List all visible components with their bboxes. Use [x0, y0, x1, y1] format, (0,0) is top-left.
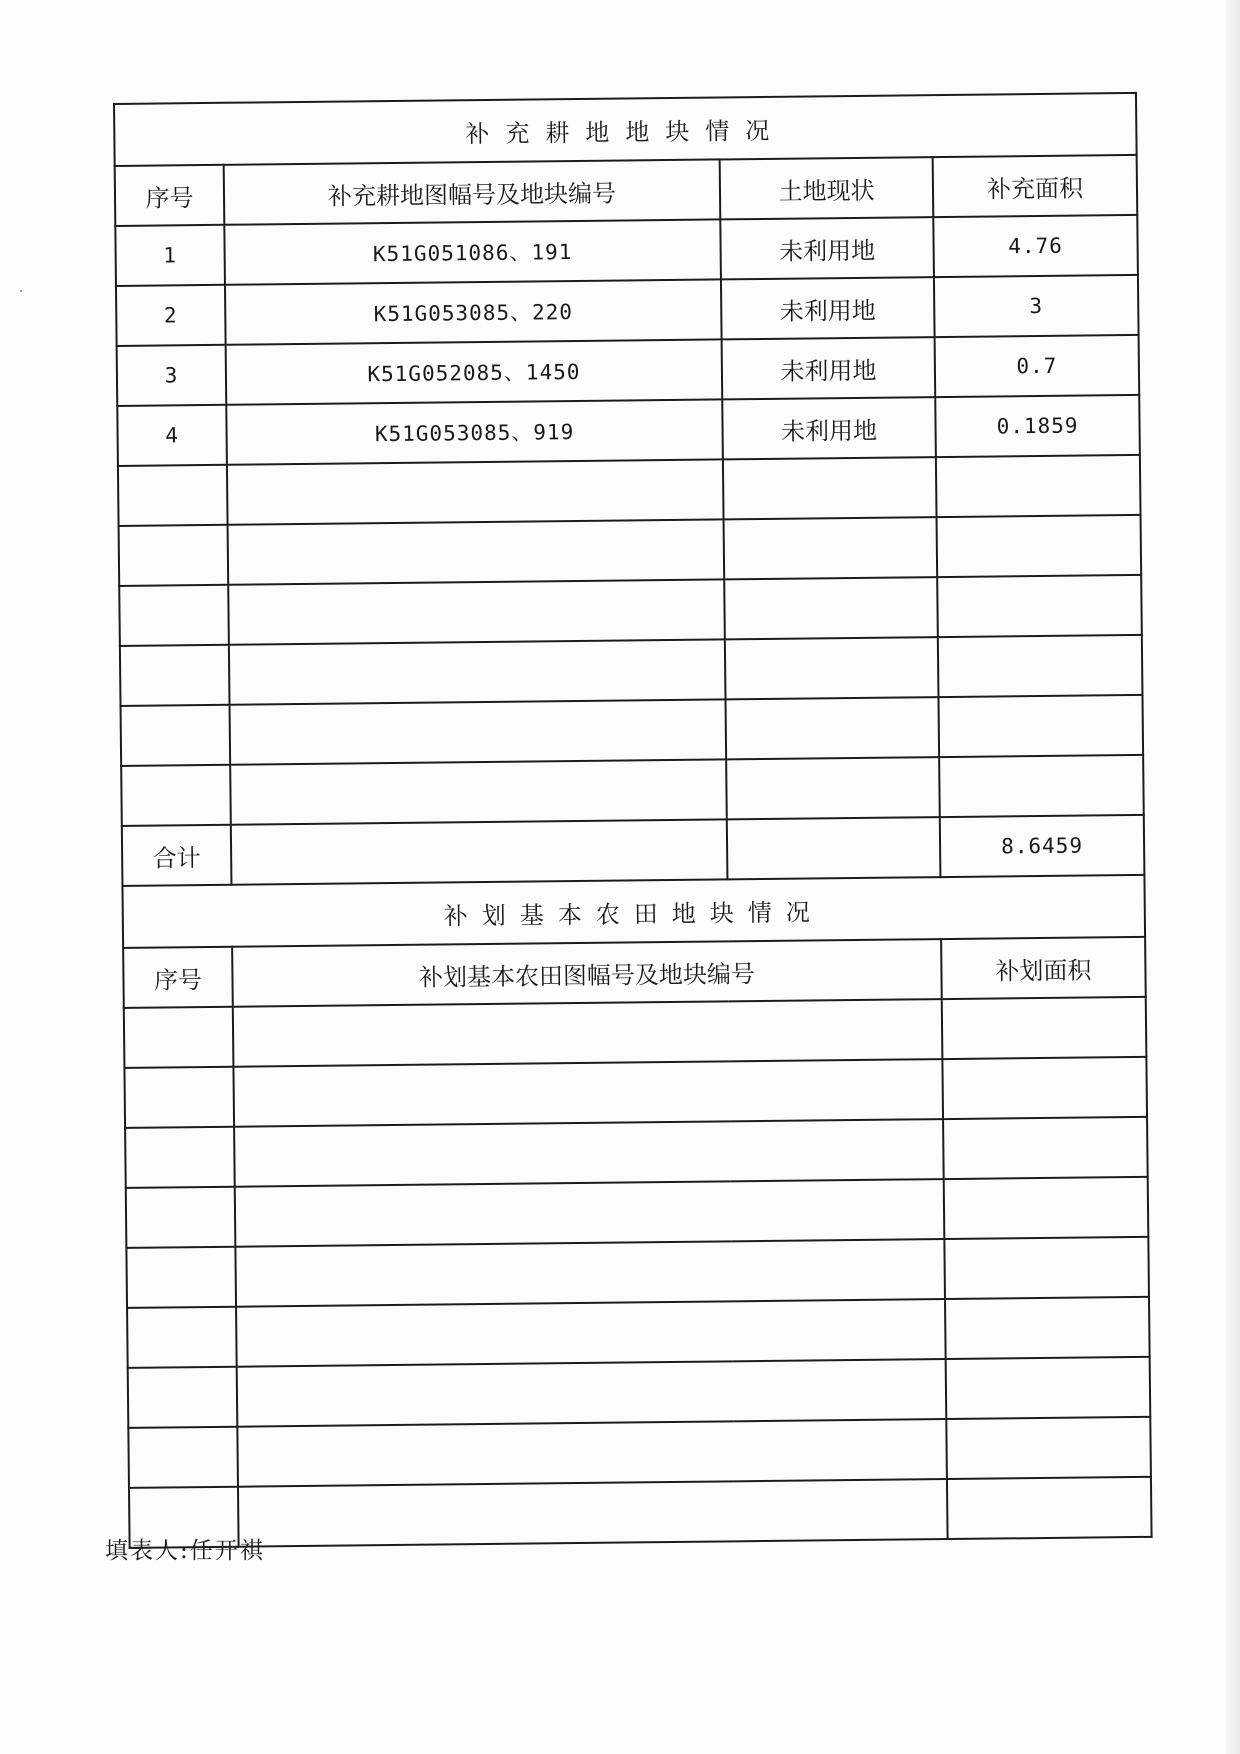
table-row-empty — [120, 635, 1143, 706]
row-map-id — [233, 999, 943, 1067]
row-status: 未利用地 — [722, 337, 936, 399]
row-seq — [118, 465, 228, 526]
table-row-empty — [128, 1357, 1151, 1428]
supplement-section-title: 补充耕地地块情况 — [114, 93, 1137, 166]
row-area — [944, 1237, 1149, 1299]
row-map-id: K51G053085、919 — [226, 399, 723, 464]
row-map-id — [230, 699, 727, 764]
row-seq — [121, 705, 231, 766]
row-seq — [119, 585, 229, 646]
row-area — [937, 515, 1142, 577]
row-seq — [121, 765, 231, 826]
row-area — [939, 755, 1144, 817]
row-seq — [128, 1367, 238, 1428]
row-map-id — [237, 1359, 947, 1427]
row-map-id — [236, 1299, 946, 1367]
table-row-empty — [126, 1177, 1149, 1248]
row-seq — [124, 1067, 234, 1128]
row-seq: 1 — [115, 225, 225, 286]
row-map-id — [235, 1179, 945, 1247]
table-row-empty — [125, 1117, 1148, 1188]
table-row-empty — [121, 755, 1144, 826]
row-area — [946, 1417, 1151, 1479]
table-row-empty — [126, 1237, 1149, 1308]
table-row-empty — [119, 575, 1142, 646]
table-row-empty — [118, 455, 1141, 526]
total-label: 合计 — [122, 825, 232, 886]
farmland-header-seq: 序号 — [123, 947, 233, 1008]
row-seq: 2 — [116, 285, 226, 346]
table-row-empty — [124, 997, 1147, 1068]
land-form-table — [113, 92, 1153, 1549]
scan-edge-shadow — [1226, 0, 1240, 1754]
row-map-id — [228, 579, 725, 644]
row-seq: 3 — [117, 345, 227, 406]
row-seq: 4 — [117, 405, 227, 466]
row-seq — [126, 1187, 236, 1248]
row-map-id — [234, 1119, 944, 1187]
table-row-empty — [119, 515, 1142, 586]
row-status — [725, 637, 939, 699]
supplement-header-row — [115, 155, 1138, 226]
row-status — [724, 577, 938, 639]
row-area — [938, 635, 1143, 697]
row-seq — [119, 525, 229, 586]
row-map-id — [230, 759, 727, 824]
row-map-id — [237, 1419, 947, 1487]
table-row — [117, 395, 1140, 466]
row-map-id: K51G052085、1450 — [226, 339, 723, 404]
total-value: 8.6459 — [940, 815, 1145, 877]
row-seq — [126, 1247, 236, 1308]
farmland-header-map-id: 补划基本农田图幅号及地块编号 — [232, 939, 942, 1007]
table-row — [116, 275, 1139, 346]
row-seq — [124, 1007, 234, 1068]
row-area — [946, 1357, 1151, 1419]
row-map-id: K51G051086、191 — [224, 219, 721, 284]
scan-speck — [20, 290, 22, 292]
row-map-id — [233, 1059, 943, 1127]
row-status: 未利用地 — [720, 217, 934, 279]
row-area — [943, 1117, 1148, 1179]
row-seq — [125, 1127, 235, 1188]
total-row — [122, 815, 1145, 886]
table-row-empty — [124, 1057, 1147, 1128]
farmland-header-area: 补划面积 — [941, 937, 1146, 999]
row-area — [936, 455, 1141, 517]
row-status: 未利用地 — [722, 397, 936, 459]
row-area — [944, 1177, 1149, 1239]
table-row-empty — [129, 1477, 1152, 1548]
table-row-empty — [121, 695, 1144, 766]
total-blank-1 — [231, 819, 728, 884]
supplement-header-seq: 序号 — [115, 165, 225, 226]
farmland-section-title: 补划基本农田地块情况 — [122, 875, 1145, 948]
table-row-empty — [127, 1297, 1150, 1368]
supplement-header-map-id: 补充耕地图幅号及地块编号 — [224, 159, 721, 224]
filler-name: 任开祺 — [189, 1538, 265, 1564]
row-status — [724, 517, 938, 579]
supplement-header-status: 土地现状 — [720, 157, 934, 219]
row-status: 未利用地 — [721, 277, 935, 339]
row-seq — [120, 645, 230, 706]
row-area — [942, 997, 1147, 1059]
row-map-id — [228, 519, 725, 584]
row-area — [942, 1057, 1147, 1119]
filler-label: 填表人: — [105, 1538, 190, 1564]
row-map-id — [227, 459, 724, 524]
row-area: 3 — [934, 275, 1139, 337]
table-row — [117, 335, 1140, 406]
table-row-empty — [128, 1417, 1151, 1488]
row-status — [726, 757, 940, 819]
row-area: 0.1859 — [935, 395, 1140, 457]
supplement-header-area: 补充面积 — [933, 155, 1138, 217]
farmland-header-row — [123, 937, 1146, 1008]
row-map-id — [235, 1239, 945, 1307]
form-filler — [105, 1532, 265, 1565]
row-map-id — [238, 1479, 948, 1547]
row-map-id: K51G053085、220 — [225, 279, 722, 344]
row-area: 4.76 — [933, 215, 1138, 277]
row-status — [725, 697, 939, 759]
row-area — [938, 695, 1143, 757]
row-map-id — [229, 639, 726, 704]
land-form-sheet — [113, 92, 1151, 1549]
row-seq — [127, 1307, 237, 1368]
row-area — [937, 575, 1142, 637]
row-area — [947, 1477, 1152, 1539]
total-blank-2 — [727, 817, 941, 879]
row-status — [723, 457, 937, 519]
row-area: 0.7 — [935, 335, 1140, 397]
row-area — [945, 1297, 1150, 1359]
table-row — [115, 215, 1138, 286]
row-seq — [128, 1427, 238, 1488]
